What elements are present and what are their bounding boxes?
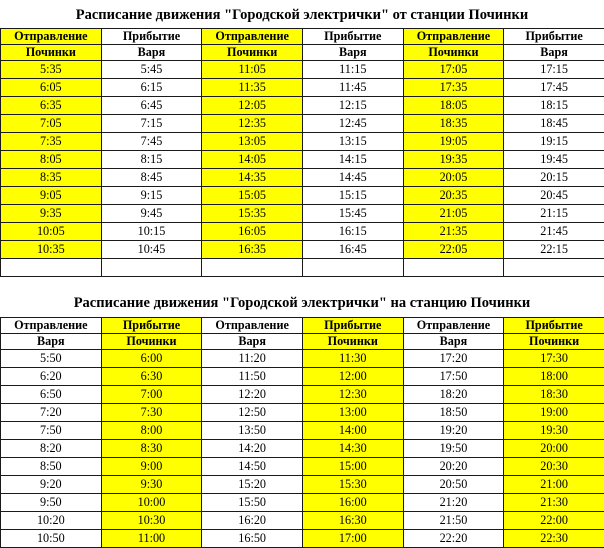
time-cell: 12:15 <box>302 97 403 115</box>
time-cell: 19:05 <box>403 133 504 151</box>
table-row <box>1 458 604 476</box>
time-cell: 22:15 <box>504 241 604 259</box>
time-cell: 18:45 <box>504 115 604 133</box>
table-row <box>1 115 604 133</box>
time-cell: 7:30 <box>101 404 202 422</box>
empty-cell <box>403 259 504 277</box>
empty-cell <box>101 259 202 277</box>
time-cell: 10:30 <box>101 512 202 530</box>
time-cell: 17:00 <box>302 530 403 548</box>
time-cell: 20:15 <box>504 169 604 187</box>
time-cell: 14:50 <box>202 458 303 476</box>
empty-cell <box>202 259 303 277</box>
timetable <box>0 28 604 277</box>
column-header: Варя <box>504 45 604 61</box>
time-cell: 16:50 <box>202 530 303 548</box>
time-cell: 20:20 <box>403 458 504 476</box>
table-row <box>1 79 604 97</box>
empty-cell <box>504 259 604 277</box>
time-cell: 15:00 <box>302 458 403 476</box>
time-cell: 9:00 <box>101 458 202 476</box>
column-header: Варя <box>302 45 403 61</box>
time-cell: 14:05 <box>202 151 303 169</box>
column-header: Отправление <box>1 29 102 45</box>
time-cell: 7:45 <box>101 133 202 151</box>
time-cell: 17:05 <box>403 61 504 79</box>
time-cell: 15:30 <box>302 476 403 494</box>
table-row <box>1 241 604 259</box>
time-cell: 15:35 <box>202 205 303 223</box>
table-row <box>1 530 604 548</box>
time-cell: 17:45 <box>504 79 604 97</box>
time-cell: 12:45 <box>302 115 403 133</box>
table-row <box>1 422 604 440</box>
time-cell: 19:15 <box>504 133 604 151</box>
time-cell: 9:45 <box>101 205 202 223</box>
time-cell: 14:45 <box>302 169 403 187</box>
time-cell: 20:30 <box>504 458 604 476</box>
time-cell: 7:50 <box>1 422 102 440</box>
column-header: Варя <box>202 334 303 350</box>
time-cell: 7:35 <box>1 133 102 151</box>
column-header: Починки <box>1 45 102 61</box>
time-cell: 18:30 <box>504 386 604 404</box>
time-cell: 9:35 <box>1 205 102 223</box>
time-cell: 8:30 <box>101 440 202 458</box>
time-cell: 13:50 <box>202 422 303 440</box>
time-cell: 20:00 <box>504 440 604 458</box>
time-cell: 19:50 <box>403 440 504 458</box>
header-row <box>1 318 604 334</box>
time-cell: 11:05 <box>202 61 303 79</box>
time-cell: 16:35 <box>202 241 303 259</box>
column-header: Отправление <box>1 318 102 334</box>
time-cell: 22:30 <box>504 530 604 548</box>
time-cell: 20:45 <box>504 187 604 205</box>
column-header: Прибытие <box>101 29 202 45</box>
column-header: Прибытие <box>504 29 604 45</box>
header-row <box>1 45 604 61</box>
time-cell: 12:35 <box>202 115 303 133</box>
time-cell: 18:35 <box>403 115 504 133</box>
time-cell: 13:15 <box>302 133 403 151</box>
time-cell: 21:05 <box>403 205 504 223</box>
time-cell: 22:05 <box>403 241 504 259</box>
time-cell: 9:20 <box>1 476 102 494</box>
time-cell: 21:20 <box>403 494 504 512</box>
table-row <box>1 386 604 404</box>
column-header: Прибытие <box>504 318 604 334</box>
time-cell: 8:15 <box>101 151 202 169</box>
time-cell: 8:20 <box>1 440 102 458</box>
empty-cell <box>302 259 403 277</box>
time-cell: 6:35 <box>1 97 102 115</box>
time-cell: 15:15 <box>302 187 403 205</box>
time-cell: 11:20 <box>202 350 303 368</box>
empty-row <box>1 259 604 277</box>
column-header: Отправление <box>403 318 504 334</box>
time-cell: 9:30 <box>101 476 202 494</box>
table-row <box>1 151 604 169</box>
column-header: Починки <box>403 45 504 61</box>
time-cell: 18:15 <box>504 97 604 115</box>
time-cell: 16:45 <box>302 241 403 259</box>
time-cell: 7:05 <box>1 115 102 133</box>
table-row <box>1 61 604 79</box>
time-cell: 8:45 <box>101 169 202 187</box>
time-cell: 6:00 <box>101 350 202 368</box>
time-cell: 6:05 <box>1 79 102 97</box>
time-cell: 9:05 <box>1 187 102 205</box>
header-row <box>1 334 604 350</box>
column-header: Починки <box>101 334 202 350</box>
time-cell: 14:20 <box>202 440 303 458</box>
time-cell: 12:20 <box>202 386 303 404</box>
table-row <box>1 512 604 530</box>
time-cell: 21:15 <box>504 205 604 223</box>
time-cell: 6:50 <box>1 386 102 404</box>
time-cell: 16:20 <box>202 512 303 530</box>
column-header: Починки <box>302 334 403 350</box>
time-cell: 10:45 <box>101 241 202 259</box>
time-cell: 18:05 <box>403 97 504 115</box>
time-cell: 21:30 <box>504 494 604 512</box>
time-cell: 6:20 <box>1 368 102 386</box>
table-row <box>1 187 604 205</box>
time-cell: 12:50 <box>202 404 303 422</box>
time-cell: 10:15 <box>101 223 202 241</box>
table-row <box>1 350 604 368</box>
time-cell: 8:50 <box>1 458 102 476</box>
time-cell: 13:00 <box>302 404 403 422</box>
time-cell: 10:20 <box>1 512 102 530</box>
time-cell: 19:35 <box>403 151 504 169</box>
time-cell: 6:30 <box>101 368 202 386</box>
time-cell: 8:35 <box>1 169 102 187</box>
table-row <box>1 440 604 458</box>
column-header: Варя <box>1 334 102 350</box>
column-header: Починки <box>202 45 303 61</box>
time-cell: 20:50 <box>403 476 504 494</box>
time-cell: 17:50 <box>403 368 504 386</box>
timetable <box>0 317 604 548</box>
table-row <box>1 476 604 494</box>
time-cell: 22:00 <box>504 512 604 530</box>
column-header: Починки <box>504 334 604 350</box>
time-cell: 11:15 <box>302 61 403 79</box>
time-cell: 10:00 <box>101 494 202 512</box>
time-cell: 5:45 <box>101 61 202 79</box>
time-cell: 7:15 <box>101 115 202 133</box>
time-cell: 11:50 <box>202 368 303 386</box>
time-cell: 14:35 <box>202 169 303 187</box>
time-cell: 21:00 <box>504 476 604 494</box>
schedule-title: Расписание движения "Городской электрички" на станцию Починки <box>0 289 604 317</box>
time-cell: 6:45 <box>101 97 202 115</box>
time-cell: 11:30 <box>302 350 403 368</box>
column-header: Отправление <box>202 29 303 45</box>
header-row <box>1 29 604 45</box>
table-row <box>1 494 604 512</box>
time-cell: 6:15 <box>101 79 202 97</box>
time-cell: 12:30 <box>302 386 403 404</box>
time-cell: 7:20 <box>1 404 102 422</box>
section-gap <box>0 277 604 289</box>
column-header: Варя <box>403 334 504 350</box>
time-cell: 12:00 <box>302 368 403 386</box>
time-cell: 22:20 <box>403 530 504 548</box>
time-cell: 14:30 <box>302 440 403 458</box>
time-cell: 16:00 <box>302 494 403 512</box>
schedule-to-pochinki <box>0 289 604 548</box>
time-cell: 14:00 <box>302 422 403 440</box>
column-header: Отправление <box>403 29 504 45</box>
time-cell: 18:20 <box>403 386 504 404</box>
column-header: Прибытие <box>302 29 403 45</box>
time-cell: 18:50 <box>403 404 504 422</box>
time-cell: 18:00 <box>504 368 604 386</box>
time-cell: 19:00 <box>504 404 604 422</box>
time-cell: 14:15 <box>302 151 403 169</box>
time-cell: 16:15 <box>302 223 403 241</box>
time-cell: 21:50 <box>403 512 504 530</box>
time-cell: 16:05 <box>202 223 303 241</box>
time-cell: 12:05 <box>202 97 303 115</box>
time-cell: 15:05 <box>202 187 303 205</box>
time-cell: 5:50 <box>1 350 102 368</box>
table-row <box>1 223 604 241</box>
time-cell: 17:30 <box>504 350 604 368</box>
time-cell: 9:15 <box>101 187 202 205</box>
time-cell: 20:35 <box>403 187 504 205</box>
time-cell: 8:00 <box>101 422 202 440</box>
table-row <box>1 368 604 386</box>
time-cell: 15:45 <box>302 205 403 223</box>
time-cell: 11:00 <box>101 530 202 548</box>
empty-cell <box>1 259 102 277</box>
time-cell: 16:30 <box>302 512 403 530</box>
schedule-title: Расписание движения "Городской электрички" от станции Починки <box>0 0 604 28</box>
time-cell: 21:35 <box>403 223 504 241</box>
table-row <box>1 205 604 223</box>
time-cell: 19:20 <box>403 422 504 440</box>
time-cell: 13:05 <box>202 133 303 151</box>
time-cell: 11:35 <box>202 79 303 97</box>
table-row <box>1 97 604 115</box>
time-cell: 11:45 <box>302 79 403 97</box>
time-cell: 17:20 <box>403 350 504 368</box>
time-cell: 10:35 <box>1 241 102 259</box>
table-row <box>1 404 604 422</box>
table-row <box>1 133 604 151</box>
time-cell: 10:50 <box>1 530 102 548</box>
time-cell: 8:05 <box>1 151 102 169</box>
time-cell: 15:20 <box>202 476 303 494</box>
time-cell: 5:35 <box>1 61 102 79</box>
time-cell: 9:50 <box>1 494 102 512</box>
column-header: Прибытие <box>302 318 403 334</box>
time-cell: 17:15 <box>504 61 604 79</box>
column-header: Отправление <box>202 318 303 334</box>
table-row <box>1 169 604 187</box>
time-cell: 20:05 <box>403 169 504 187</box>
time-cell: 21:45 <box>504 223 604 241</box>
time-cell: 15:50 <box>202 494 303 512</box>
column-header: Прибытие <box>101 318 202 334</box>
time-cell: 7:00 <box>101 386 202 404</box>
time-cell: 19:30 <box>504 422 604 440</box>
time-cell: 10:05 <box>1 223 102 241</box>
column-header: Варя <box>101 45 202 61</box>
time-cell: 17:35 <box>403 79 504 97</box>
time-cell: 19:45 <box>504 151 604 169</box>
